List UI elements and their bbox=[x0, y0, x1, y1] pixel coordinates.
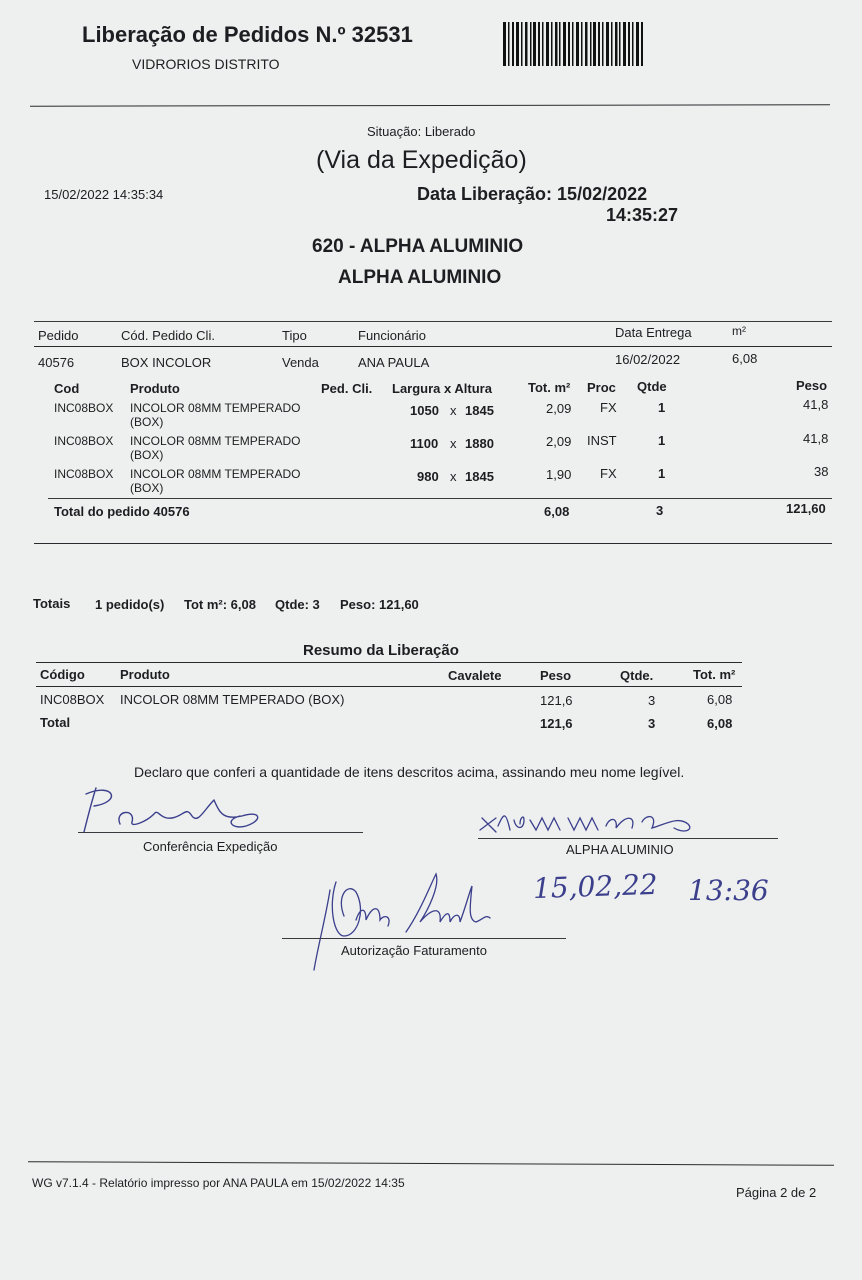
footer-printed-by: WG v7.1.4 - Relatório impresso por ANA PAULA em 15/02/2022 14:35 bbox=[32, 1176, 405, 1190]
item-largura: 1050 bbox=[410, 403, 439, 418]
printed-datetime: 15/02/2022 14:35:34 bbox=[44, 187, 164, 202]
item-qtde: 1 bbox=[658, 400, 666, 415]
order-total-peso: 121,60 bbox=[786, 501, 826, 516]
item-proc: FX bbox=[600, 400, 617, 415]
item-produto: INCOLOR 08MM TEMPERADO bbox=[130, 401, 301, 415]
conferencia-label: Conferência Expedição bbox=[143, 839, 278, 854]
item-x: x bbox=[450, 436, 457, 451]
summary-col-cavalete: Cavalete bbox=[448, 668, 502, 683]
client-code-name: 620 - ALPHA ALUMINIO bbox=[312, 236, 524, 257]
items-col-proc: Proc bbox=[587, 380, 616, 395]
col-funcionario: Funcionário bbox=[358, 328, 426, 343]
summary-title: Resumo da Liberação bbox=[303, 642, 459, 659]
divider bbox=[30, 104, 830, 106]
autorizacao-signature bbox=[300, 866, 510, 976]
item-peso: 41,8 bbox=[803, 397, 829, 412]
totals-peso: Peso: 121,60 bbox=[340, 597, 419, 612]
employee: ANA PAULA bbox=[358, 355, 430, 370]
item-cod: INC08BOX bbox=[54, 467, 114, 481]
item-altura: 1880 bbox=[465, 436, 494, 451]
items-col-ped-cli: Ped. Cli. bbox=[321, 381, 373, 396]
totals-label: Totais bbox=[33, 596, 71, 611]
totals-qtde: Qtde: 3 bbox=[275, 597, 320, 612]
document-title: Liberação de Pedidos N.º 32531 bbox=[82, 22, 413, 47]
item-tot-m2: 2,09 bbox=[546, 401, 572, 416]
item-x: x bbox=[450, 403, 457, 418]
handwritten-time: 13:36 bbox=[688, 874, 769, 907]
handwritten-date: 15,02,22 bbox=[532, 867, 659, 906]
status-text: Situação: Liberado bbox=[367, 124, 476, 139]
release-date: Data Liberação: 15/02/2022 bbox=[417, 184, 648, 204]
item-cod: INC08BOX bbox=[54, 401, 114, 415]
col-m2: m² bbox=[732, 324, 746, 338]
delivery-date: 16/02/2022 bbox=[615, 352, 681, 367]
order-type: Venda bbox=[282, 355, 319, 370]
conferencia-signature bbox=[74, 780, 284, 840]
col-pedido: Pedido bbox=[38, 328, 79, 343]
summary-produto: INCOLOR 08MM TEMPERADO (BOX) bbox=[120, 692, 345, 707]
summary-col-codigo: Código bbox=[40, 667, 85, 682]
order-total-qtde: 3 bbox=[656, 503, 664, 518]
items-col-cod: Cod bbox=[54, 381, 80, 396]
barcode-icon bbox=[503, 22, 645, 66]
col-tipo: Tipo bbox=[282, 328, 307, 343]
divider bbox=[28, 1161, 834, 1166]
item-altura: 1845 bbox=[465, 403, 494, 418]
totals-pedidos: 1 pedido(s) bbox=[95, 597, 165, 612]
item-tot-m2: 2,09 bbox=[546, 434, 572, 449]
page-number: Página 2 de 2 bbox=[736, 1185, 817, 1200]
items-col-peso: Peso bbox=[796, 378, 828, 393]
item-produto-2: (BOX) bbox=[130, 415, 164, 429]
order-m2: 6,08 bbox=[732, 351, 758, 366]
items-col-qtde: Qtde bbox=[637, 379, 667, 394]
declaration-text: Declaro que conferi a quantidade de itens descritos acima, assinando meu nome legível. bbox=[134, 764, 685, 780]
divider bbox=[36, 686, 742, 687]
summary-col-tot-m2: Tot. m² bbox=[693, 667, 736, 682]
item-qtde: 1 bbox=[658, 433, 666, 448]
col-data-entrega: Data Entrega bbox=[615, 325, 692, 340]
item-proc: INST bbox=[587, 433, 617, 448]
item-x: x bbox=[450, 469, 457, 484]
summary-total-qtde: 3 bbox=[648, 716, 656, 731]
order-total-label: Total do pedido 40576 bbox=[54, 504, 190, 519]
items-col-dims: Largura x Altura bbox=[392, 381, 492, 396]
col-cod-pedido-cli: Cód. Pedido Cli. bbox=[121, 328, 215, 343]
copy-label: (Via da Expedição) bbox=[316, 146, 527, 174]
divider bbox=[34, 321, 832, 322]
signature-line bbox=[78, 832, 363, 833]
item-qtde: 1 bbox=[658, 466, 666, 481]
totals-tot-m2: Tot m²: 6,08 bbox=[184, 597, 256, 612]
summary-qtde: 3 bbox=[648, 693, 656, 708]
divider bbox=[36, 662, 742, 663]
item-produto: INCOLOR 08MM TEMPERADO bbox=[130, 434, 301, 448]
summary-peso: 121,6 bbox=[540, 693, 573, 708]
item-produto: INCOLOR 08MM TEMPERADO bbox=[130, 467, 301, 481]
client-signature bbox=[476, 806, 706, 840]
summary-col-produto: Produto bbox=[120, 667, 170, 682]
autorizacao-label: Autorização Faturamento bbox=[341, 943, 487, 958]
item-proc: FX bbox=[600, 466, 617, 481]
summary-total-label: Total bbox=[40, 715, 71, 730]
order-number: 40576 bbox=[38, 355, 75, 370]
summary-total-tot-m2: 6,08 bbox=[707, 716, 733, 731]
signature-line bbox=[282, 938, 566, 939]
items-col-tot-m2: Tot. m² bbox=[528, 380, 571, 395]
summary-codigo: INC08BOX bbox=[40, 692, 105, 707]
summary-col-peso: Peso bbox=[540, 668, 572, 683]
divider bbox=[48, 498, 832, 499]
divider bbox=[34, 543, 832, 544]
order-total-m2: 6,08 bbox=[544, 504, 570, 519]
item-largura: 980 bbox=[417, 469, 439, 484]
item-tot-m2: 1,90 bbox=[546, 467, 572, 482]
item-altura: 1845 bbox=[465, 469, 494, 484]
divider bbox=[34, 346, 832, 347]
item-cod: INC08BOX bbox=[54, 434, 114, 448]
client-name: ALPHA ALUMINIO bbox=[338, 267, 502, 288]
items-col-produto: Produto bbox=[130, 381, 180, 396]
summary-total-peso: 121,6 bbox=[540, 716, 573, 731]
item-produto-2: (BOX) bbox=[130, 481, 164, 495]
item-peso: 41,8 bbox=[803, 431, 829, 446]
client-order-code: BOX INCOLOR bbox=[121, 355, 212, 370]
item-produto-2: (BOX) bbox=[130, 448, 164, 462]
item-largura: 1100 bbox=[410, 436, 439, 451]
client-label: ALPHA ALUMINIO bbox=[566, 842, 674, 857]
company-name: VIDRORIOS DISTRITO bbox=[132, 56, 280, 72]
summary-tot-m2: 6,08 bbox=[707, 692, 733, 707]
summary-col-qtde: Qtde. bbox=[620, 668, 654, 683]
signature-line bbox=[478, 838, 778, 839]
release-time: 14:35:27 bbox=[606, 205, 679, 225]
item-peso: 38 bbox=[814, 464, 829, 479]
